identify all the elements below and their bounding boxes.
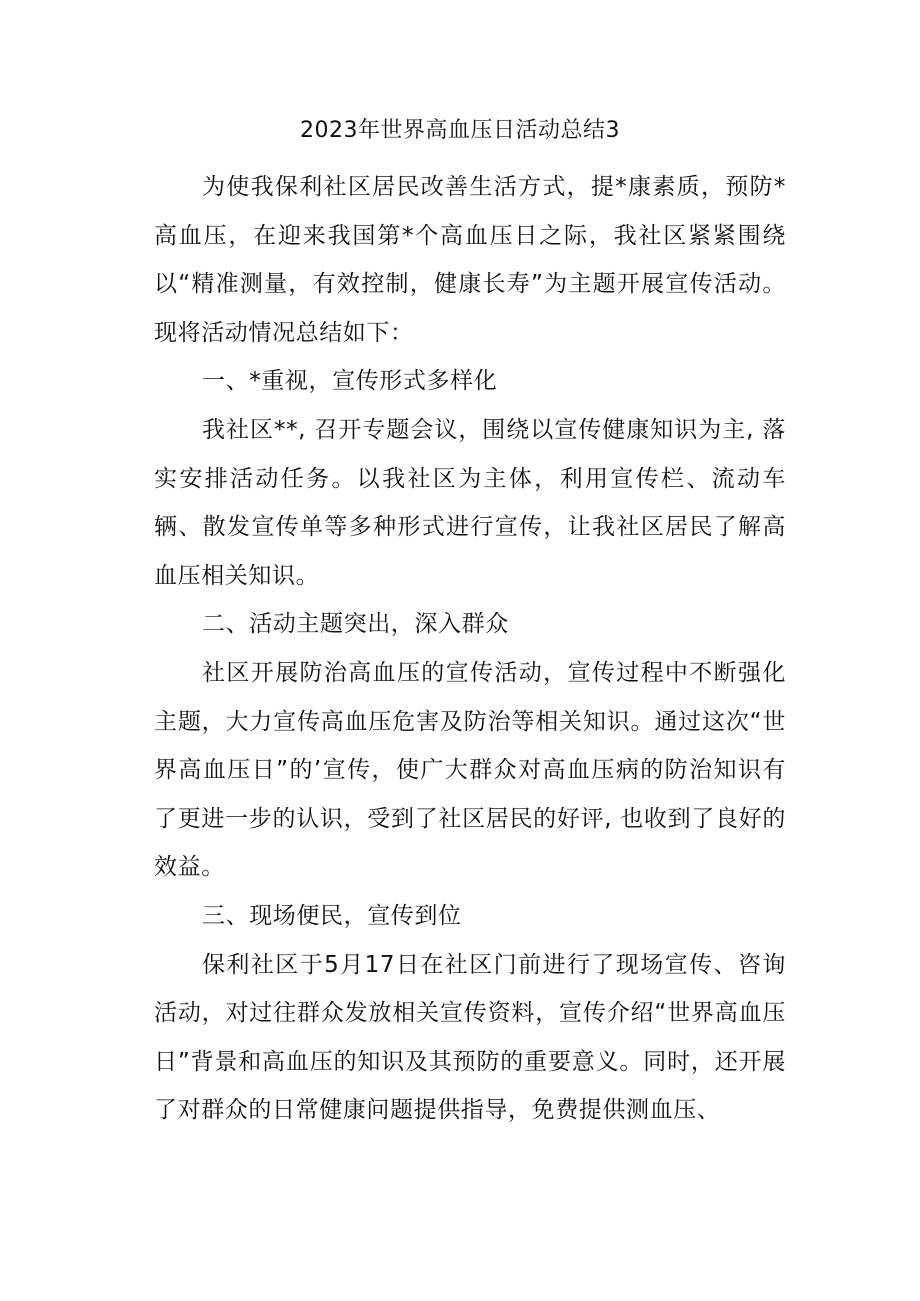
document-body	[154, 163, 786, 1135]
document-title: 2023年世界高血压日活动总结3	[300, 118, 620, 143]
paragraph-section-1: 我社区**, 召开专题会议，围绕以宣传健康知识为主, 落实安排活动任务。以我社区为主体，利用宣传栏、流动车辆、散发宣传单等多种形式进行宣传，让我社区居民了解高血压相关知识。	[154, 416, 786, 589]
section-heading-1: 一、*重视，宣传形式多样化	[202, 368, 498, 395]
section-heading-2: 二、活动主题突出，深入群众	[202, 611, 509, 638]
paragraph-intro: 为使我保利社区居民改善生活方式，提*康素质，预防*高血压，在迎来我国第*个高血压日之际，我社区紧紧围绕以“精准测量，有效控制，健康长寿”为主题开展宣传活动。现将活动情况总结如下：	[154, 174, 786, 346]
paragraph-section-2: 社区开展防治高血压的宣传活动，宣传过程中不断强化主题，大力宣传高血压危害及防治等相关知识。通过这次“世界高血压日”的’宣传，使广大群众对高血压病的防治知识有了更进一步的认识，受到了社区居民的好评, 也收到了良好的效益。	[154, 659, 786, 881]
section-heading-3: 三、现场便民，宣传到位	[202, 902, 462, 929]
paragraph-section-3: 保利社区于5月17日在社区门前进行了现场宣传、咨询活动，对过往群众发放相关宣传资料，宣传介绍“世界高血压日”背景和高血压的知识及其预防的重要意义。同时，还开展了对群众的日常健康问题提供指导，免费提供测血压、	[154, 951, 786, 1124]
